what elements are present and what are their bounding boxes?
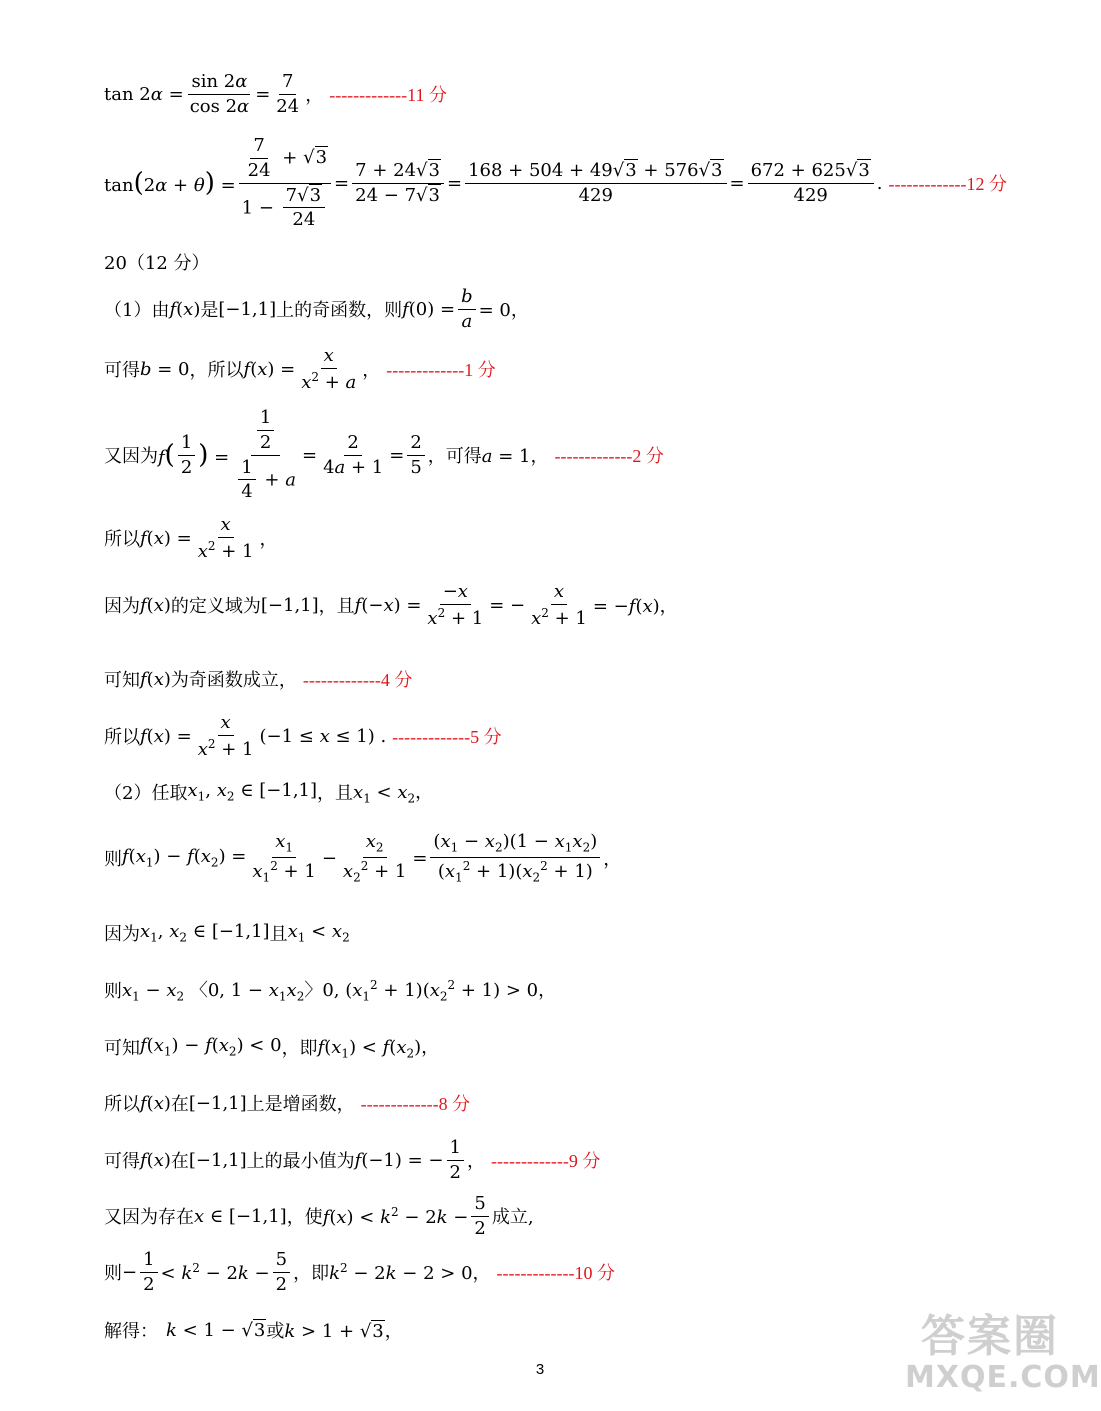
watermark-logo	[905, 1311, 1101, 1409]
eq-min-value: 可得 f(x) 在 [−1,1] 上的最小值为 f(−1) = − $\frac{1}{2}$ ， -------------9 分	[104, 1137, 601, 1183]
eq-solution: 解得： k < 1 − √3 或 k > 1 + √3，	[104, 1319, 403, 1342]
fraction: $\frac{1}{2}$	[178, 433, 195, 478]
page-number: 3	[535, 1361, 545, 1378]
fraction: $\frac{1}{2}$	[447, 1138, 464, 1183]
eq-odd-check: 因为 f(x) 的定义域为 [−1,1] ，且 f(−x) = $\frac{-x}{x^2 + 1}$ = − $\frac{x}{x^2 + 1}$ = −f(x)，	[104, 581, 678, 629]
eq-b-zero: 可得 b = 0 ，所以 f(x) = $\frac{x}{x^2 + a}$ ， -------------1 分	[104, 345, 496, 393]
fraction: $\frac{2}{5}$	[407, 433, 424, 478]
fraction: $\frac{x}{x^2 + 1}$	[531, 581, 587, 629]
fraction: $\frac{1}{2}$	[140, 1250, 157, 1295]
line-odd-holds: 可知 f(x) 为奇函数成立， -------------4 分	[104, 666, 412, 692]
fraction: $\frac{7}{24}$ + √3 1 − $\frac{7√3}{24}$	[239, 136, 331, 230]
fraction: $\frac{7}{24}$	[276, 71, 300, 117]
watermark-bottom: MXQE.COM	[905, 1360, 1101, 1395]
eq-exists: 又因为存在 x ∈ [−1,1] ，使 $f(x) < k^2 - 2k$ − $\frac{5}{2}$ 成立,	[104, 1193, 534, 1239]
score-mark: -------------9 分	[490, 1151, 601, 1172]
fraction: $\frac{5}{2}$	[471, 1194, 488, 1239]
fraction: $\frac{672 + 625√3}{429}$	[748, 161, 874, 206]
eq-tan2alpha-theta: tan(2α + θ) = $\frac{7}{24}$ + √3 1 − $\frac{7√3}{24}$ = $\frac{7 + 24√3}{24 - 7√3}$ = $\frac{168 + 504 + 49√3 + 576√3}{429}$ = $\frac{672 + 625√3}{429}$ . -------------12 分	[104, 135, 1007, 231]
score-mark: -------------12 分	[888, 174, 1007, 195]
fraction: $\frac{1}{2}$ $\frac{1}{4}$ + a	[232, 408, 299, 502]
part1-intro: （1）由 f(x) 是 [−1,1] 上的奇函数，则 f(0) = $\frac{b}{a}$ = 0，	[104, 286, 529, 332]
fraction: $\frac{-x}{x^2 + 1}$	[427, 581, 484, 629]
fraction: $\frac{x_1}{x_1^2 + 1}$	[252, 831, 316, 885]
score-mark: -------------5 分	[392, 727, 502, 748]
score-mark: -------------1 分	[386, 360, 496, 381]
eq-fx-result: 所以 f(x) = $\frac{x}{x^2 + 1}$ ，	[104, 514, 278, 562]
score-mark: -------------2 分	[554, 446, 664, 467]
fraction: $\frac{x_2}{x_2^2 + 1}$	[342, 831, 407, 885]
fraction: $\frac{168 + 504 + 49√3 + 576√3}{429}$	[465, 161, 726, 206]
watermark-top: 答案圈	[921, 1311, 1059, 1362]
fraction: $\frac{5}{2}$	[273, 1250, 290, 1295]
score-mark: -------------11 分	[329, 85, 447, 106]
score-mark: -------------4 分	[302, 670, 413, 690]
eq-difference: 则 $f(x_1) - f(x_2)$ = $\frac{x_1}{x_1^2 + 1}$ − $\frac{x_2}{x_2^2 + 1}$ = $\frac{(x_1 - x_2)(1 - x_1x_2)}{(x_1^2 + 1)(x_2^2 + 1)}$ ，	[104, 831, 622, 885]
fraction: $\frac{7 + 24√3}{24 - 7√3}$	[352, 161, 444, 206]
eq-fx-domain: 所以 f(x) = $\frac{x}{x^2 + 1}$ (−1 ≤ x ≤ 1) . -------------5 分	[104, 712, 502, 760]
fraction: $\frac{x}{x^2 + 1}$	[197, 712, 254, 760]
eq-less-zero: 可知 $f(x_1) - f(x_2) < 0$ ，即 $f(x_1) < f(x_2)$，	[104, 1035, 440, 1061]
eq-tan2alpha: tan 2α = $\frac{\sin 2\alpha}{\cos 2\alpha}$ = $\frac{7}{24}$ ， -------------11 分	[104, 71, 447, 117]
part2-intro: （2）任取 $x_1$, $x_2$ ∈ [−1,1] ，且 $x_1 < x_2$，	[104, 780, 434, 806]
eq-f-half: 又因为 f( $\frac{1}{2}$ ) = $\frac{1}{2}$ $\frac{1}{4}$ + a = $\frac{2}{4a + 1}$ = $\frac{2}{5}$ ，可得 a = 1， -------------2 分	[104, 407, 664, 503]
question-header: 20（12 分）	[104, 253, 210, 274]
line-since-range: 因为 $x_1$, $x_2$ ∈ [−1,1] 且 $x_1 < x_2$	[104, 921, 350, 945]
fraction: $\frac{\sin 2\alpha}{\cos 2\alpha}$	[189, 71, 250, 117]
eq-signs: 则 $x_1 - x_2$ 〈0, $1 - x_1x_2$〉0, $(x_1^2 + 1)(x_2^2 + 1) > 0$，	[104, 978, 557, 1004]
line-increasing: 所以 f(x) 在 [−1,1] 上是增函数， -------------8 分	[104, 1090, 470, 1116]
fraction: $\frac{2}{4a + 1}$	[323, 431, 384, 478]
eq-inequality: 则 − $\frac{1}{2}$ < $k^2 - 2k$ − $\frac{5}{2}$ ，即 $k^2 - 2k - 2 > 0$， -------------10 分	[104, 1249, 615, 1295]
score-mark: -------------10 分	[496, 1263, 615, 1284]
fraction: $\frac{(x_1 - x_2)(1 - x_1x_2)}{(x_1^2 + 1)(x_2^2 + 1)}$	[430, 832, 600, 885]
fraction: $\frac{x}{x^2 + a}$	[301, 345, 357, 393]
fraction: $\frac{b}{a}$	[458, 287, 476, 332]
score-mark: -------------8 分	[360, 1094, 471, 1114]
fraction: $\frac{x}{x^2 + 1}$	[197, 514, 254, 562]
